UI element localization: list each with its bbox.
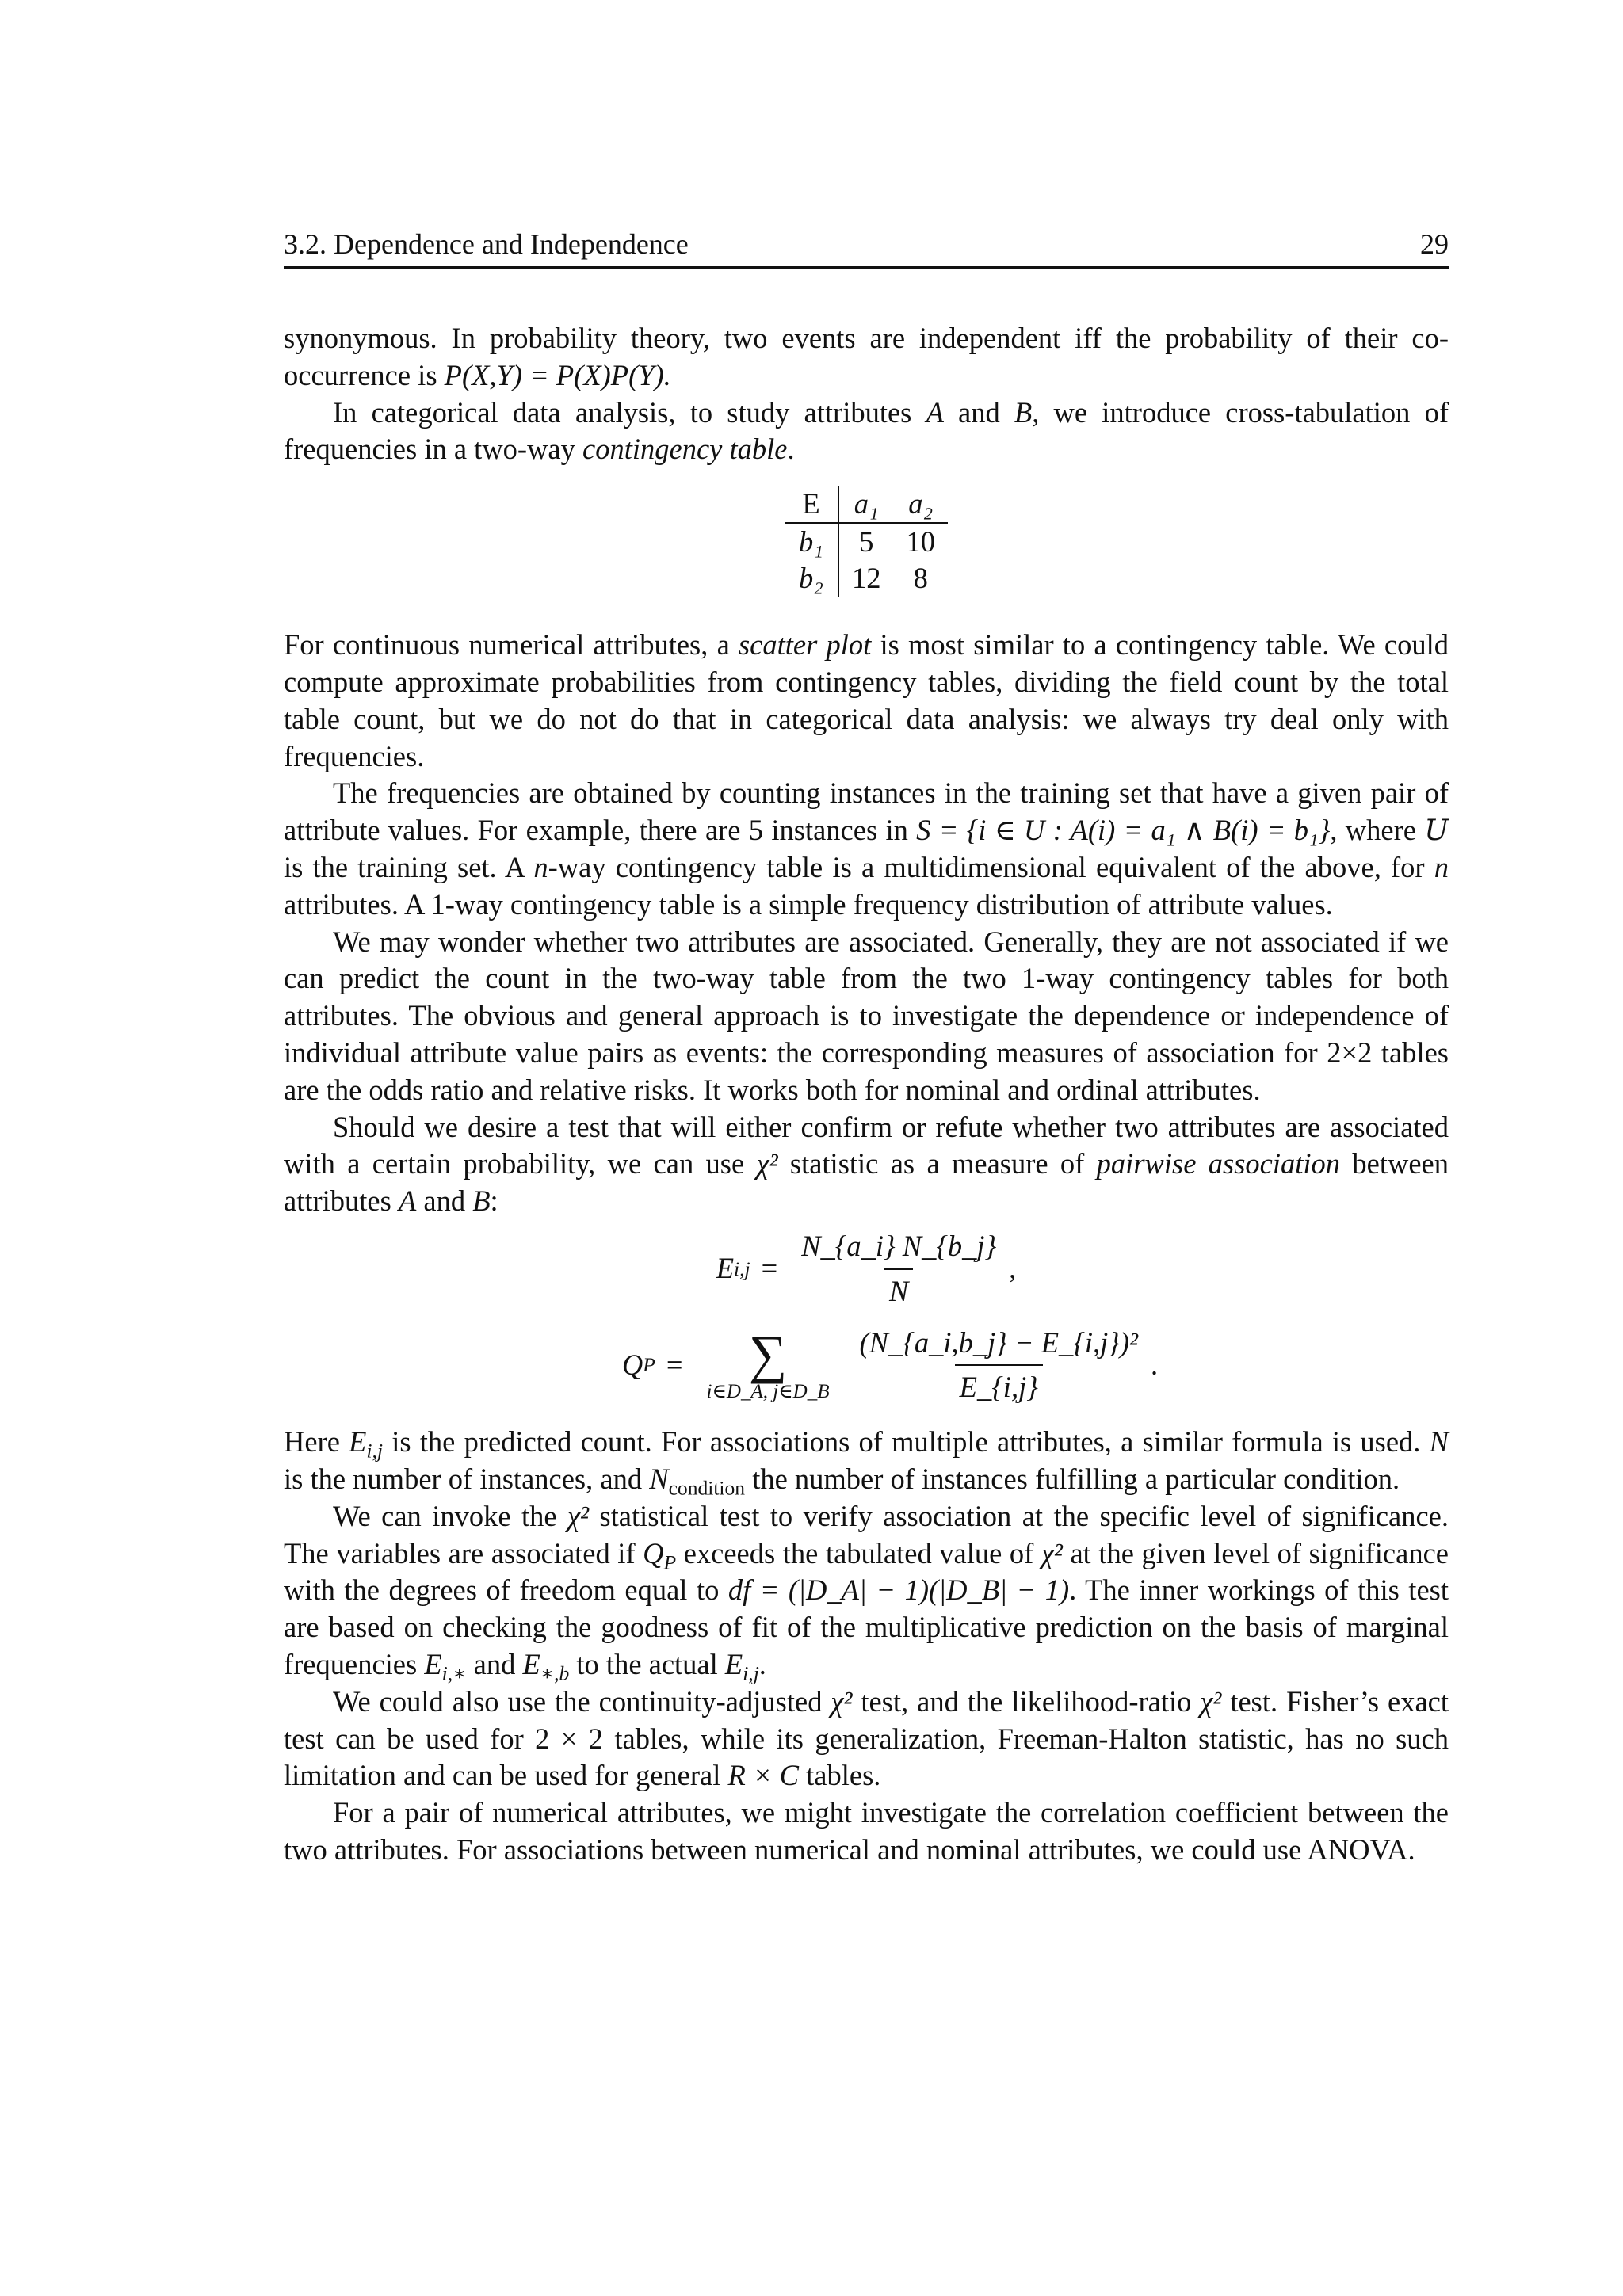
summation-limits: i∈D_A, j∈D_B bbox=[706, 1381, 830, 1403]
paragraph: We can invoke the χ² statistical test to verify association at the specific level of significance. The variables are associated if $Q_P$ exceeds the tabulated value of χ² at the given level of significance with the degrees of freedom equal to df = (|D_A| − 1)(|D_B| − 1). The inner workings of this test are based on checking the goodness of fit of the multiplicative prediction on the basis of marginal frequencies $E_{i,∗}$ and $E_{∗,b}$ to the actual $E_{i,j}$. bbox=[284, 1499, 1449, 1685]
paragraph: Should we desire a test that will either confirm or refute whether two attributes are associated with a certain probability, we can use χ² statistic as a measure of pairwise association between attributes A and B: bbox=[284, 1110, 1449, 1218]
table-cell: 10 bbox=[906, 525, 935, 559]
body-text bbox=[284, 320, 1449, 1869]
section-title: 3.2. Dependence and Independence bbox=[284, 228, 689, 260]
summation bbox=[706, 1324, 830, 1403]
table-row-label: b₁ bbox=[785, 523, 838, 560]
table-col-header: a₁ bbox=[838, 486, 894, 523]
table-row bbox=[785, 560, 948, 597]
table-row bbox=[785, 523, 948, 560]
set-definition: S = {i ∈ U : A(i) = a₁ ∧ B(i) = b₁} bbox=[916, 814, 1331, 847]
table-header-row bbox=[785, 486, 948, 523]
table-cell: 8 bbox=[913, 562, 928, 595]
fraction: $\frac{N\_\{a\_i\} N\_\{b\_j\}}{N}$ bbox=[796, 1228, 1001, 1310]
paragraph: We could also use the continuity-adjusted χ² test, and the likelihood-ratio χ² test. Fisher’s exact test can be used for 2 × 2 tables, while its generalization, Freeman-Halton statistic, has no such limitation and can be used for general R × C tables. bbox=[284, 1684, 1449, 1792]
sigma-symbol: ∑ bbox=[748, 1324, 788, 1385]
paragraph: We may wonder whether two attributes are associated. Generally, they are not associated if we can predict the count in the two-way table from the two 1-way contingency tables for both attributes. The obvious and general approach is to investigate the dependence or independence of individual attribute value pairs as events: the corresponding measures of association for 2×2 tables are the odds ratio and relative risks. It works both for nominal and ordinal attributes. bbox=[284, 925, 1449, 1106]
equation-chi-square-statistic: Q P = ∑ i∈D_A, j∈D_B $\frac{\text{(N\_\{a\_i,b\_j\} − E\_\{i,j\})²}}{E\_\{i,j\}}$ . bbox=[307, 1325, 1472, 1407]
term-contingency-table: contingency table bbox=[582, 433, 788, 466]
table-cell: 12 bbox=[851, 562, 881, 595]
contingency-table-container bbox=[284, 486, 1449, 597]
term-pairwise-association: pairwise association bbox=[1096, 1147, 1341, 1180]
paragraph: For a pair of numerical attributes, we might investigate the correlation coefficient between the two attributes. For associations between numerical and nominal attributes, we could use ANOVA. bbox=[284, 1796, 1449, 1866]
term-scatter-plot: scatter plot bbox=[738, 628, 872, 662]
header-rule bbox=[284, 266, 1449, 269]
equation-expected-count: E i,j = $\frac{N\_\{a\_i\} N\_\{b\_j\}}{N}$ , bbox=[284, 1228, 1449, 1310]
page-number: 29 bbox=[1420, 228, 1449, 260]
paragraph: Here $E_{i,j}$ is the predicted count. For associations of multiple attributes, a similar formula is used. N is the number of instances, and $N_{condition}$ the number of instances fulfilling a particular condition. bbox=[284, 1425, 1449, 1500]
table-cell: 5 bbox=[859, 525, 874, 559]
table-row-label: b₂ bbox=[785, 560, 838, 597]
running-header bbox=[284, 227, 1449, 261]
paragraph: synonymous. In probability theory, two events are independent iff the probability of their co-occurrence is P(X,Y) = P(X)P(Y). bbox=[284, 322, 1449, 391]
degrees-of-freedom-formula: df = (|D_A| − 1)(|D_B| − 1) bbox=[727, 1573, 1070, 1607]
paragraph: For continuous numerical attributes, a scatter plot is most similar to a contingency table. We could compute approximate probabilities from contingency tables, dividing the field count by the total table count, but we do not do that in categorical data analysis: we always try deal only with frequencies. bbox=[284, 628, 1449, 772]
paragraph: The frequencies are obtained by counting instances in the training set that have a given pair of attribute values. For example, there are 5 instances in S = {i ∈ U : A(i) = a₁ ∧ B(i) = b₁}, where U is the training set. A n-way contingency table is a multidimensional equivalent of the above, for n attributes. A 1-way contingency table is a simple frequency distribution of attribute values. bbox=[284, 776, 1449, 921]
joint-probability-formula: P(X,Y) = P(X)P(Y). bbox=[444, 358, 671, 391]
paragraph: In categorical data analysis, to study attributes A and B, we introduce cross-tabulation of frequencies in a two-way contingency table. bbox=[284, 395, 1449, 466]
fraction: $\frac{\text{(N\_\{a\_i,b\_j\} − E\_\{i,j\})²}}{E\_\{i,j\}}$ bbox=[855, 1325, 1143, 1407]
contingency-table bbox=[785, 486, 948, 597]
table-col-header: a₂ bbox=[893, 486, 948, 523]
table-corner: E bbox=[785, 486, 838, 523]
